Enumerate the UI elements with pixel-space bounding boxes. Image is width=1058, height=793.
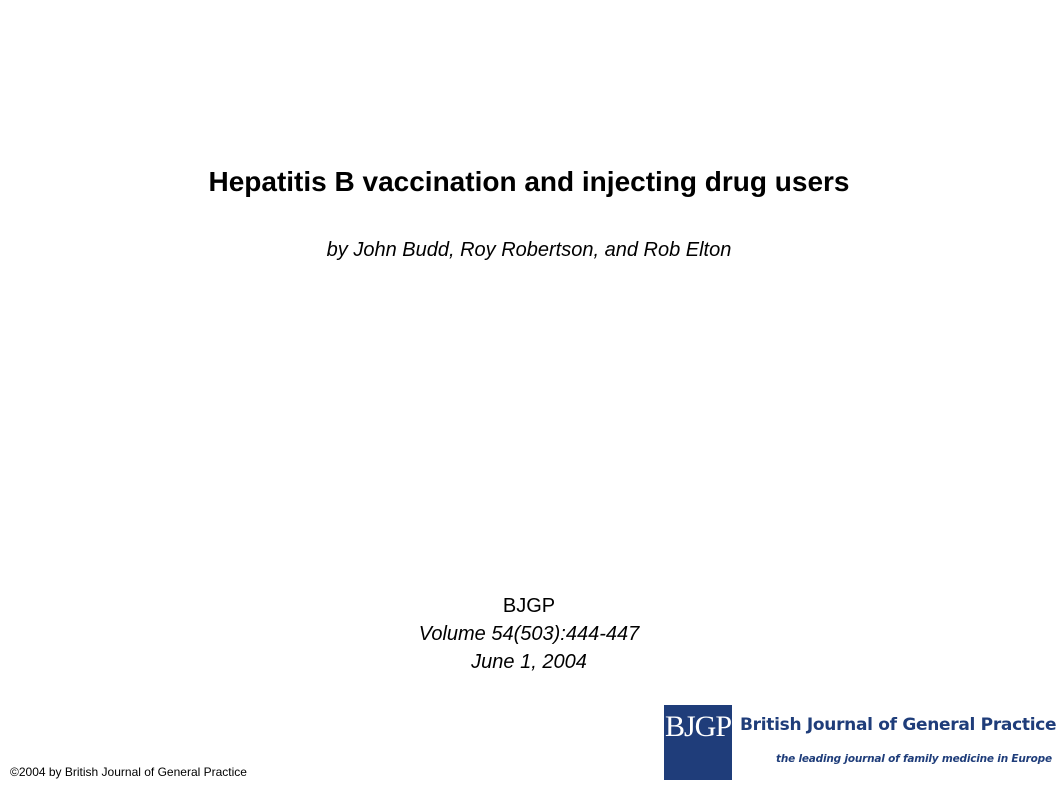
citation-block [0,592,1058,676]
bjgp-logo [664,705,1057,780]
logo-letters: BJGP [664,710,732,743]
slide-title: Hepatitis B vaccination and injecting drug users [208,166,850,197]
logo-badge [664,705,732,780]
journal-abbreviation: BJGP [502,595,556,617]
publication-date: June 1, 2004 [471,651,587,673]
copyright-notice: ©2004 by British Journal of General Practice [10,765,247,779]
volume-pages: Volume 54(503):444-447 [418,623,640,645]
logo-tagline: the leading journal of family medicine in Europe [776,753,1052,765]
logo-journal-name: British Journal of General Practice [740,715,1057,735]
slide-authors: by John Budd, Roy Robertson, and Rob Elton [326,239,732,261]
